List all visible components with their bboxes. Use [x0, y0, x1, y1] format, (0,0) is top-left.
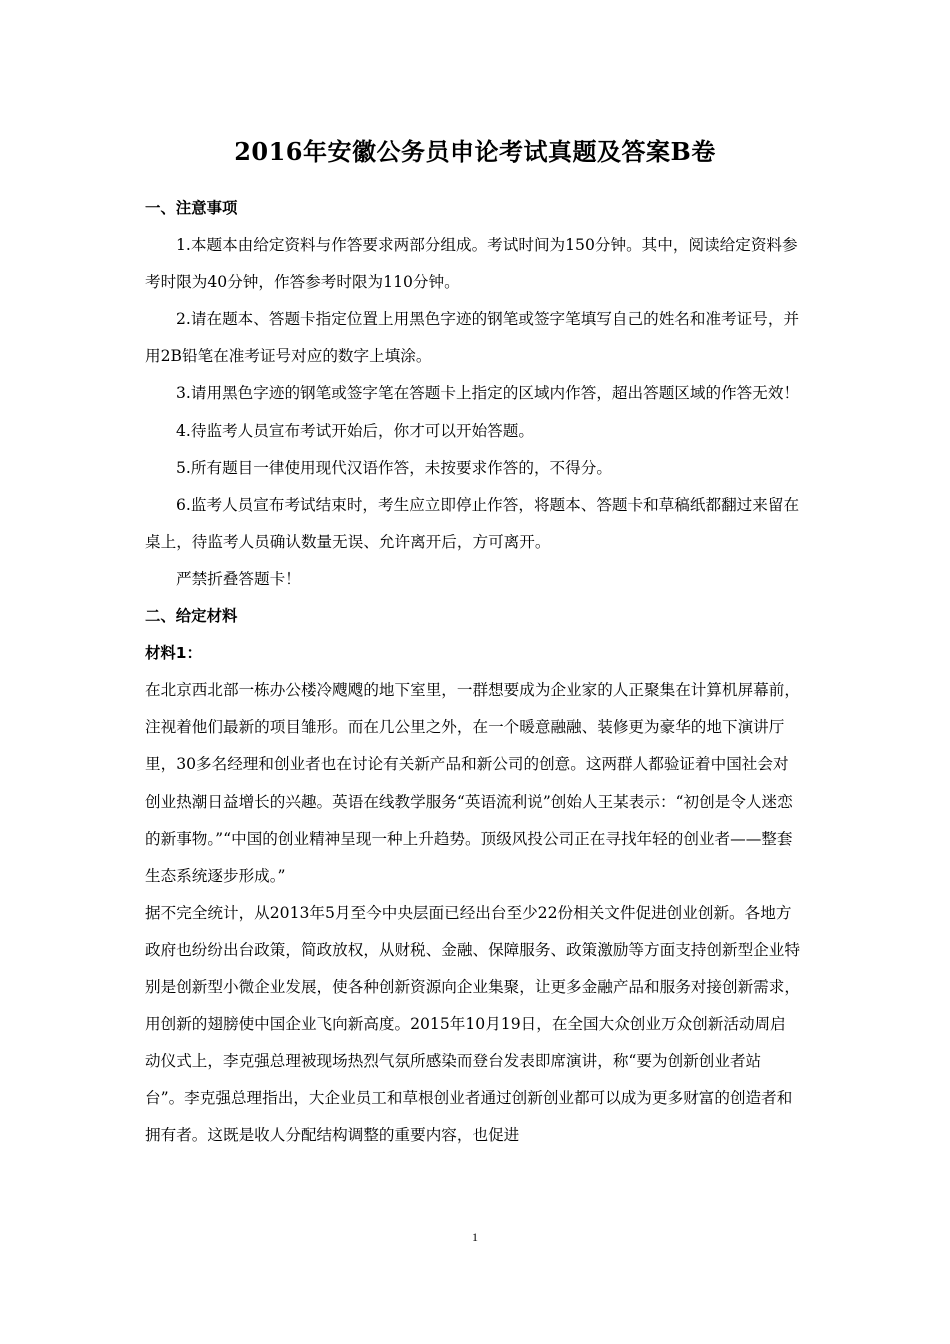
note-item-1: 1.本题本由给定资料与作答要求两部分组成。考试时间为150分钟。其中，阅读给定资料参考时限为40分钟，作答参考时限为110分钟。 [145, 236, 798, 292]
note-item-5: 5.所有题目一律使用现代汉语作答，未按要求作答的，不得分。 [176, 458, 612, 477]
note-item-2: 2.请在题本、答题卡指定位置上用黑色字迹的钢笔或签字笔填写自己的姓名和准考证号，并用2B铅笔在准考证号对应的数字上填涂。 [145, 310, 800, 366]
document-body [145, 190, 800, 1154]
material-paragraph-2: 据不完全统计，从2013年5月至今中央层面已经出台至少22份相关文件促进创业创新。各地方政府也纷纷出台政策，简政放权，从财税、金融、保障服务、政策激励等方面支持创新型企业特别是创新型小微企业发展，使各种创新资源向企业集聚，让更多金融产品和服务对接创新需求，用创新的翅膀使中国企业飞向新高度。2015年10月19日，在全国大众创业万众创新活动周启动仪式上，李克强总理被现场热烈气氛所感染而登台发表即席演讲，称“要为创新创业者站台”。李克强总理指出，大企业员工和草根创业者通过创新创业都可以成为更多财富的创造者和拥有者。这既是收人分配结构调整的重要内容，也促进 [145, 903, 800, 1145]
note-item-6: 6.监考人员宣布考试结束时，考生应立即停止作答，将题本、答题卡和草稿纸都翻过来留在桌上，待监考人员确认数量无误、允许离开后，方可离开。 [145, 495, 800, 551]
material-heading: 材料1： [145, 644, 202, 663]
material-paragraph-1: 在北京西北部一栋办公楼冷飕飕的地下室里，一群想要成为企业家的人正聚集在计算机屏幕前，注视着他们最新的项目雏形。而在几公里之外，在一个暖意融融、装修更为豪华的地下演讲厅里，30多名经理和创业者也在讨论有关新产品和新公司的创意。这两群人都验证着中国社会对创业热潮日益增长的兴趣。英语在线教学服务“英语流利说”创始人王某表示：“初创是令人迷恋的新事物。”“中国的创业精神呈现一种上升趋势。顶级风投公司正在寻找年轻的创业者——整套生态系统逐步形成。” [145, 681, 800, 885]
note-item-3: 3.请用黑色字迹的钢笔或签字笔在答题卡上指定的区域内作答，超出答题区域的作答无效！ [176, 384, 800, 403]
page-number: 1 [472, 1230, 478, 1244]
section-heading-materials: 二、给定材料 [145, 607, 238, 626]
note-item-4: 4.待监考人员宣布考试开始后，你才可以开始答题。 [176, 421, 534, 440]
document-title: 2016年安徽公务员申论考试真题及答案B卷 [234, 137, 716, 166]
section-heading-notes: 一、注意事项 [145, 199, 238, 217]
note-item-warning: 严禁折叠答题卡！ [176, 569, 301, 588]
